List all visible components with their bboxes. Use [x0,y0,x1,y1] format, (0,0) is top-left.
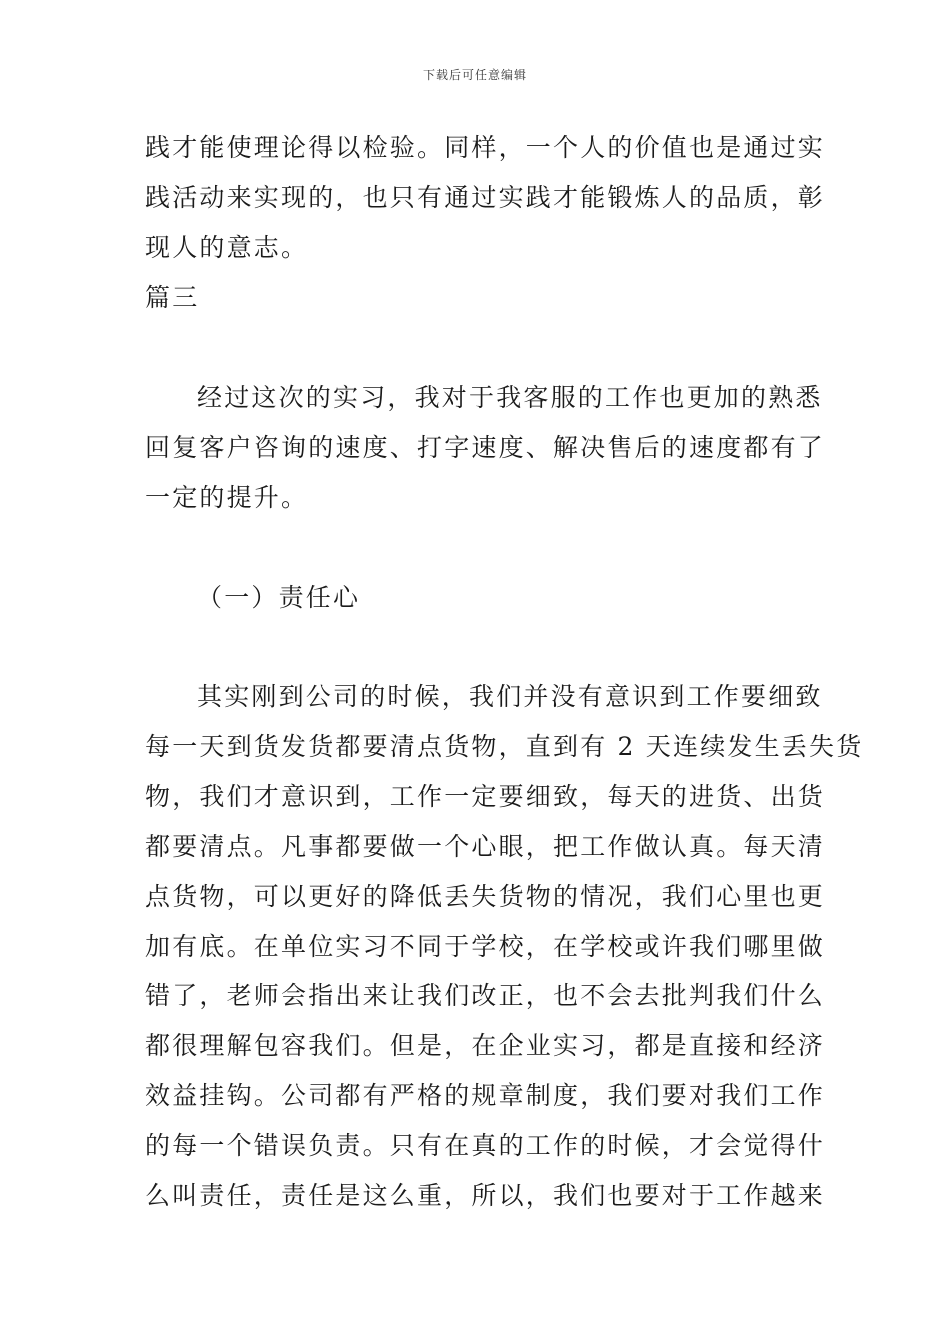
text-line: 效益挂钩。公司都有严格的规章制度，我们要对我们工作 [145,1081,826,1110]
text-line: 都很理解包容我们。但是，在企业实习，都是直接和经济 [145,1031,826,1060]
text-line: 加有底。在单位实习不同于学校，在学校或许我们哪里做 [145,932,826,961]
text-line: 现人的意志。 [145,233,309,262]
text-line: 物，我们才意识到，工作一定要细致，每天的进货、出货 [145,782,826,811]
subsection-heading: （一）责任心 [197,583,361,612]
text-line: 一定的提升。 [145,483,309,512]
text-line: 践才能使理论得以检验。同样，一个人的价值也是通过实 [145,133,826,162]
text-line: 其实刚到公司的时候，我们并没有意识到工作要细致 [197,682,823,711]
text-line: 每一天到货发货都要清点货物，直到有 2 天连续发生丢失货 [145,732,864,761]
text-line: 错了，老师会指出来让我们改正，也不会去批判我们什么 [145,981,826,1010]
text-line: 回复客户咨询的速度、打字速度、解决售后的速度都有了 [145,433,826,462]
section-heading: 篇三 [145,283,200,312]
text-line: 点货物，可以更好的降低丢失货物的情况，我们心里也更 [145,882,826,911]
text-line: 么叫责任，责任是这么重，所以，我们也要对于工作越来 [145,1181,826,1210]
text-line: 的每一个错误负责。只有在真的工作的时候，才会觉得什 [145,1131,826,1160]
text-line: 都要清点。凡事都要做一个心眼，把工作做认真。每天清 [145,832,826,861]
page-header: 下载后可任意编辑 [422,68,527,82]
text-line: 践活动来实现的，也只有通过实践才能锻炼人的品质，彰 [145,183,826,212]
text-line: 经过这次的实习，我对于我客服的工作也更加的熟悉 [197,383,823,412]
